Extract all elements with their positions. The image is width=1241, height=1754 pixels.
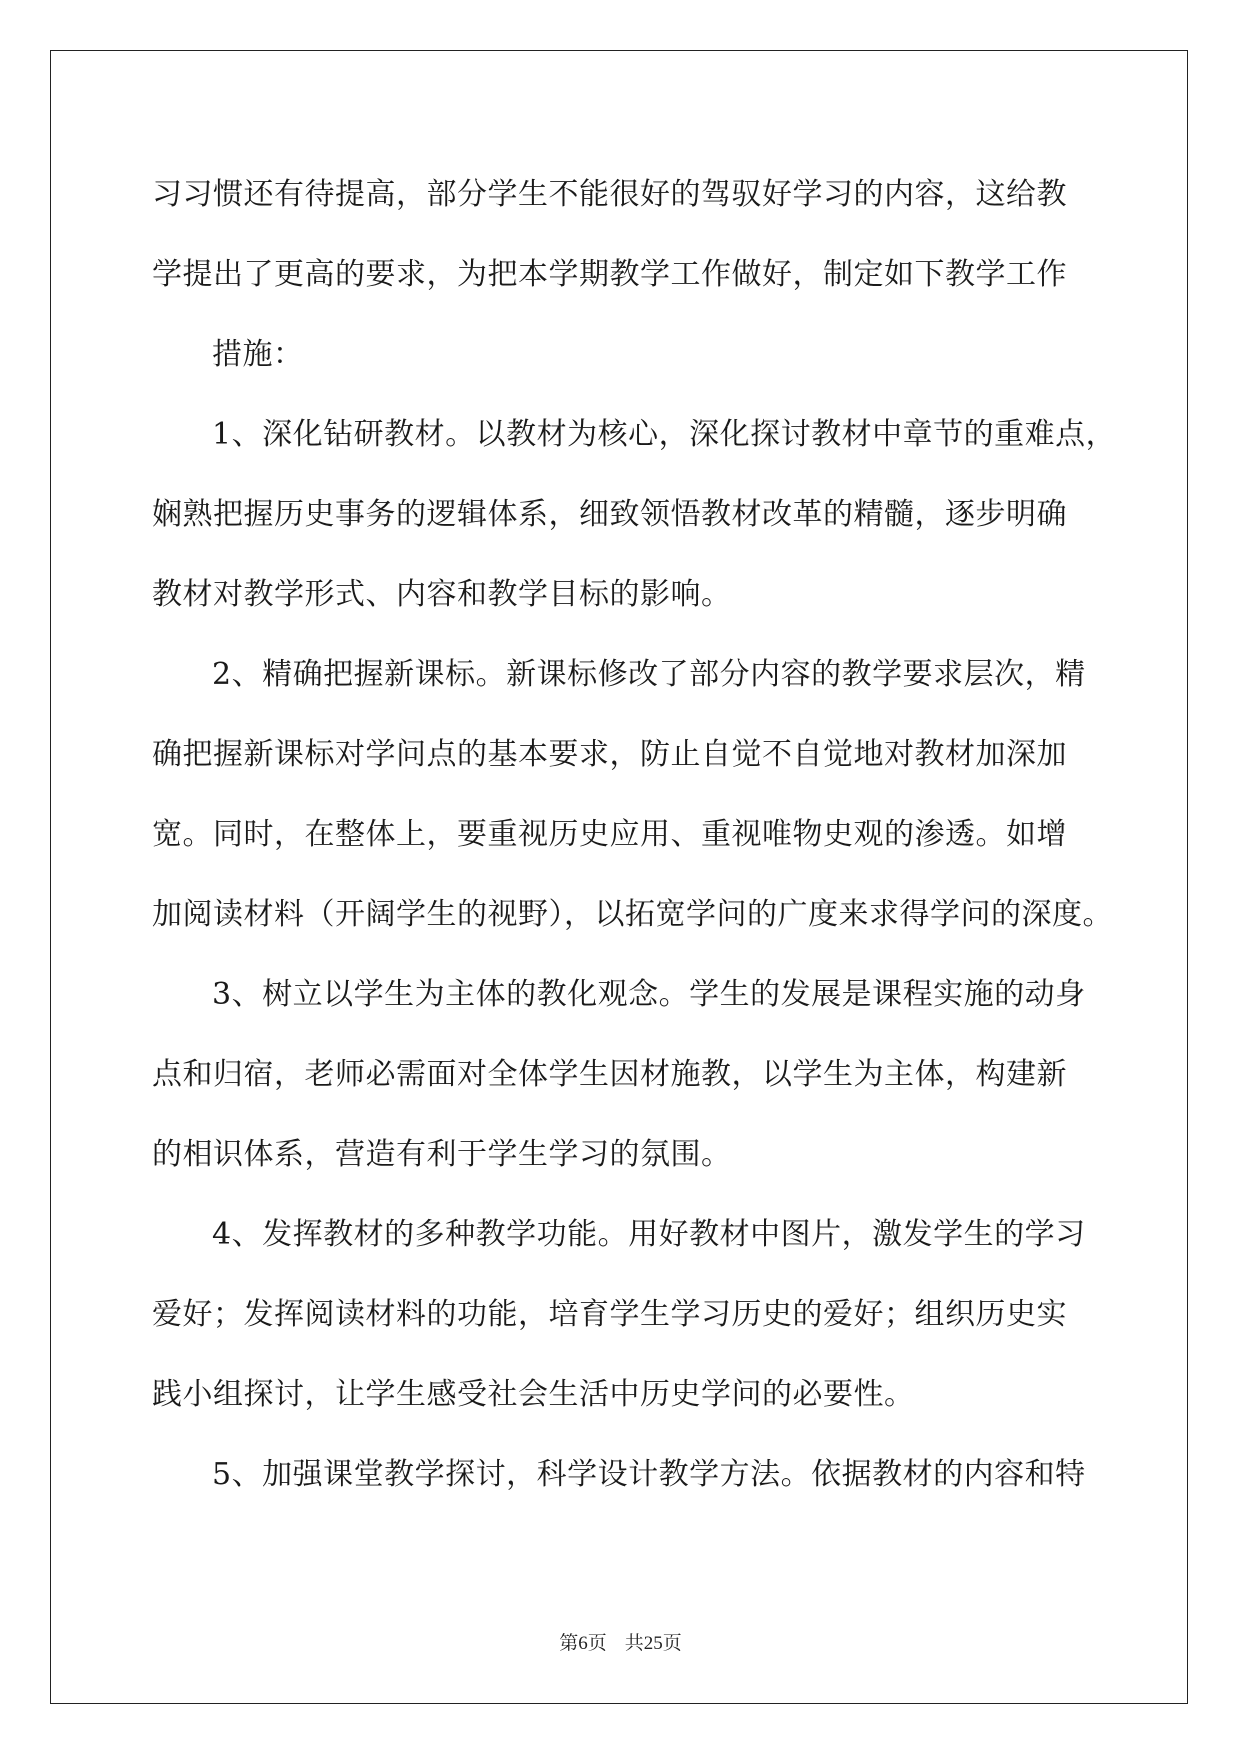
- text-line: 2、精确把握新课标。新课标修改了部分内容的教学要求层次，精: [212, 657, 1086, 692]
- text-line: 4、发挥教材的多种教学功能。用好教材中图片，激发学生的学习: [212, 1217, 1086, 1252]
- text-line: 措施：: [212, 337, 304, 372]
- current-page-label: 第6页: [559, 1633, 607, 1654]
- text-line: 学提出了更高的要求，为把本学期教学工作做好，制定如下教学工作: [152, 257, 1067, 292]
- text-line: 加阅读材料（开阔学生的视野），以拓宽学问的广度来求得学问的深度。: [152, 897, 1113, 932]
- text-line: 爱好；发挥阅读材料的功能，培育学生学习历史的爱好；组织历史实: [152, 1297, 1067, 1332]
- text-line: 的相识体系，营造有利于学生学习的氛围。: [152, 1137, 732, 1172]
- text-line: 确把握新课标对学问点的基本要求，防止自觉不自觉地对教材加深加: [152, 737, 1067, 772]
- text-line: 践小组探讨，让学生感受社会生活中历史学问的必要性。: [152, 1377, 915, 1412]
- text-line: 1、深化钻研教材。以教材为核心，深化探讨教材中章节的重难点，: [212, 417, 1117, 452]
- text-line: 点和归宿，老师必需面对全体学生因材施教，以学生为主体，构建新: [152, 1057, 1067, 1092]
- page-footer: [0, 1628, 1241, 1655]
- document-body: [152, 155, 1117, 1515]
- text-line: 教材对教学形式、内容和教学目标的影响。: [152, 577, 732, 612]
- text-line: 3、树立以学生为主体的教化观念。学生的发展是课程实施的动身: [212, 977, 1086, 1012]
- total-pages-label: 共25页: [624, 1633, 682, 1654]
- text-line: 宽。同时，在整体上，要重视历史应用、重视唯物史观的渗透。如增: [152, 817, 1067, 852]
- text-line: 5、加强课堂教学探讨，科学设计教学方法。依据教材的内容和特: [212, 1457, 1086, 1492]
- text-line: 娴熟把握历史事务的逻辑体系，细致领悟教材改革的精髓，逐步明确: [152, 497, 1067, 532]
- text-line: 习习惯还有待提高，部分学生不能很好的驾驭好学习的内容，这给教: [152, 177, 1067, 212]
